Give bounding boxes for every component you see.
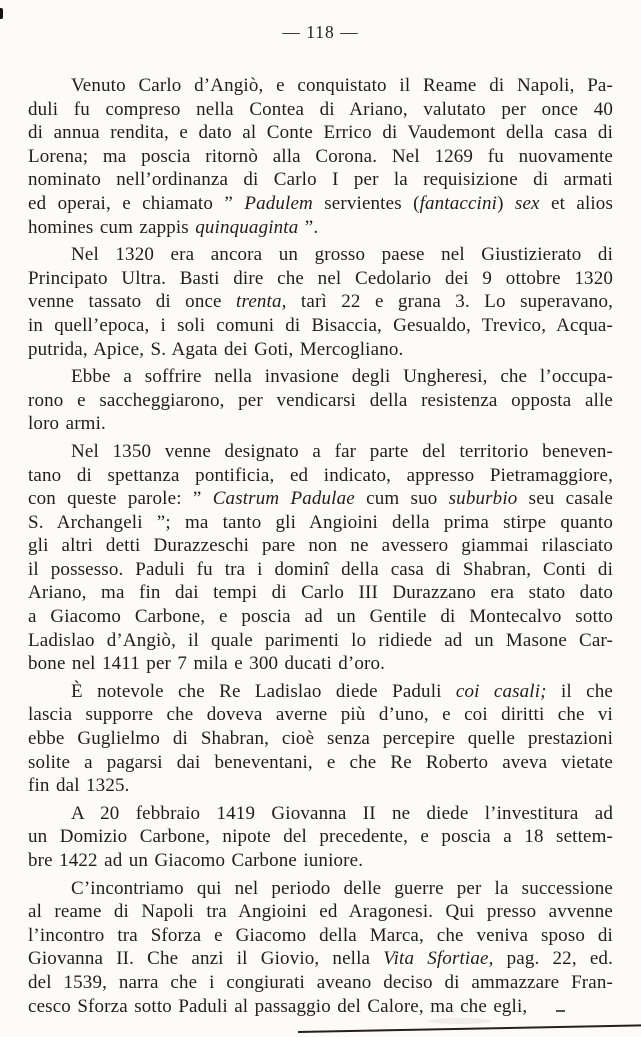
text-segment: loro armi. [28,413,106,435]
text-segment: venne tassato di once [28,291,237,313]
text-line [28,168,613,192]
text-segment: con queste parole: ” [28,488,213,510]
text-line [28,877,613,901]
text-line [28,971,613,995]
text-segment: Lorena; ma poscia ritornò alla Corona. Nel 1269 fu nuovamente [28,145,613,167]
text-line [28,365,613,389]
text-segment: in quell’epoca, i soli comuni di Bisaccia, Gesualdo, Trevico, Acqua- [28,314,613,336]
text-line [28,487,613,511]
text-line [28,900,613,924]
text-segment: l’incontro tra Sforza e Giacomo della Marca, che veniva sposo di [28,924,613,946]
text-segment: duli fu compreso nella Contea di Ariano, valutato per once 40 [28,98,613,120]
text-segment: di annua rendita, e dato al Conte Errico di Vaudemont della casa di [28,122,613,144]
text-segment: ebbe Guglielmo di Shabran, cioè senza percepire quelle prestazioni [28,728,613,750]
scan-smudge [428,1018,492,1024]
text-line [28,145,613,169]
text-segment: Nel 1350 venne designato a far parte del territorio beneven- [71,440,613,462]
text-segment: Giovanna II. Che anzi il Giovio, nella [28,948,384,970]
text-segment: Venuto Carlo d’Angiò, e conquistato il Reame di Napoli, Pa- [71,75,613,96]
text-line [28,774,613,798]
paragraph [28,680,613,798]
text-line [28,629,613,653]
text-segment: ) [497,192,515,214]
paragraph [28,74,613,239]
text-segment: servientes ( [312,192,420,214]
text-segment: ”. [298,216,319,238]
paragraph [28,365,613,436]
text-line [28,947,613,971]
text-line [28,680,613,704]
text-line [28,511,613,535]
text-segment: Nel 1320 era ancora un grosso paese nel Giustizierato di [71,244,613,266]
text-line [28,290,613,314]
page-number: — 118 — [282,22,359,42]
text-segment: il possesso. Paduli fu tra i dominî della casa di Shabran, Conti di [28,558,613,580]
text-line [28,849,613,873]
text-line [28,751,613,775]
italic-text-segment: Castrum Padulae [212,488,355,510]
paragraph [28,243,613,361]
scan-edge-mark [0,8,3,19]
italic-text-segment: Padulem [244,192,313,214]
text-line [28,464,613,488]
italic-text-segment: Vita Sfortiae, [383,948,494,970]
text-line [28,243,613,267]
stray-dash-mark [556,1010,565,1012]
italic-text-segment: suburbio [448,488,518,510]
text-segment: bone nel 1411 per 7 mila e 300 ducati d’oro. [28,653,386,675]
text-line [28,802,613,826]
text-line [28,98,613,122]
text-line [28,652,613,676]
text-segment: cesco Sforza sotto Paduli al passaggio del Calore, ma che egli, [28,995,528,1017]
italic-text-segment: fantaccini [419,192,498,214]
text-line [28,534,613,558]
italic-text-segment: trenta, [236,291,287,313]
paragraph [28,440,613,676]
italic-text-segment: quinquaginta [195,216,299,238]
text-block [28,74,613,1018]
text-line [28,267,613,291]
text-segment: rono e saccheggiarono, per vendicarsi della resistenza opposta alle [28,389,613,411]
text-segment: gli altri detti Durazzeschi pare non ne avessero giammai rilasciato [28,535,613,557]
text-line [28,924,613,948]
paragraph [28,802,613,873]
text-segment: homines cum zappis [28,216,196,238]
text-segment: Ariano, ma fin dai tempi di Carlo III Durazzano era stato dato [28,582,613,604]
text-line [28,703,613,727]
text-line [28,216,613,240]
text-segment: et alios [539,192,613,214]
text-line [28,825,613,849]
text-segment: un Domizio Carbone, nipote del precedente, e poscia a 18 settem- [28,826,613,848]
text-segment: C’incontriamo qui nel periodo delle guerre per la successione [71,877,613,899]
text-segment: cum suo [354,488,449,510]
text-line [28,727,613,751]
text-segment: A 20 febbraio 1419 Giovanna II ne diede l’investitura ad [71,802,613,824]
text-segment: del 1539, narra che i congiurati aveano deciso di ammazzare Fran- [28,971,613,993]
text-line [28,192,613,216]
text-segment: tano di spettanza pontificia, ed indicato, appresso Pietramaggiore, [28,464,613,486]
text-line [28,314,613,338]
text-segment: lascia supporre che doveva averne più d’uno, e coi diritti che vi [28,704,613,726]
text-segment: putrida, Apice, S. Agata dei Goti, Mercogliano. [28,338,404,360]
text-segment: S. Archangeli ”; ma tanto gli Angioini della prima stirpe quanto [28,511,613,533]
text-segment: tarì 22 e grana 3. Lo superavano, [286,291,613,313]
text-line [28,338,613,362]
text-line [28,995,613,1019]
text-line [28,121,613,145]
text-line [28,440,613,464]
text-segment: a Giacomo Carbone, e poscia ad un Gentile di Montecalvo sotto [28,606,613,628]
text-segment: ed operai, e chiamato ” [28,192,245,214]
text-line [28,581,613,605]
paragraph [28,877,613,1019]
text-segment: È notevole che Re Ladislao diede Paduli [71,680,456,702]
text-line [28,74,613,98]
text-line [28,412,613,436]
text-segment: al reame di Napoli tra Angioini ed Aragonesi. Qui presso avvenne [28,901,613,923]
text-segment: Principato Ultra. Basti dire che nel Cedolario dei 9 ottobre 1320 [28,267,613,289]
text-segment: solite a pagarsi dai beneventani, e che Re Roberto aveva vietate [28,751,613,773]
text-segment: fin dal 1325. [28,775,130,797]
text-segment: pag. 22, ed. [493,948,613,970]
text-segment: Ebbe a soffrire nella invasione degli Ungheresi, che l’occupa- [71,366,613,388]
text-segment: nominato nell’ordinanza di Carlo I per la requisizione di armati [28,169,613,191]
text-line [28,558,613,582]
text-segment: seu casale [517,488,613,510]
text-segment: bre 1422 ad un Giacomo Carbone iuniore. [28,850,364,871]
text-segment: Ladislao d’Angiò, il quale parimenti lo ridiede ad un Masone Car- [28,629,613,651]
italic-text-segment: sex [514,192,540,214]
italic-text-segment: coi casali; [455,680,547,702]
book-page [28,0,613,1037]
text-line [28,389,613,413]
text-line [28,605,613,629]
text-segment: il che [546,680,613,702]
